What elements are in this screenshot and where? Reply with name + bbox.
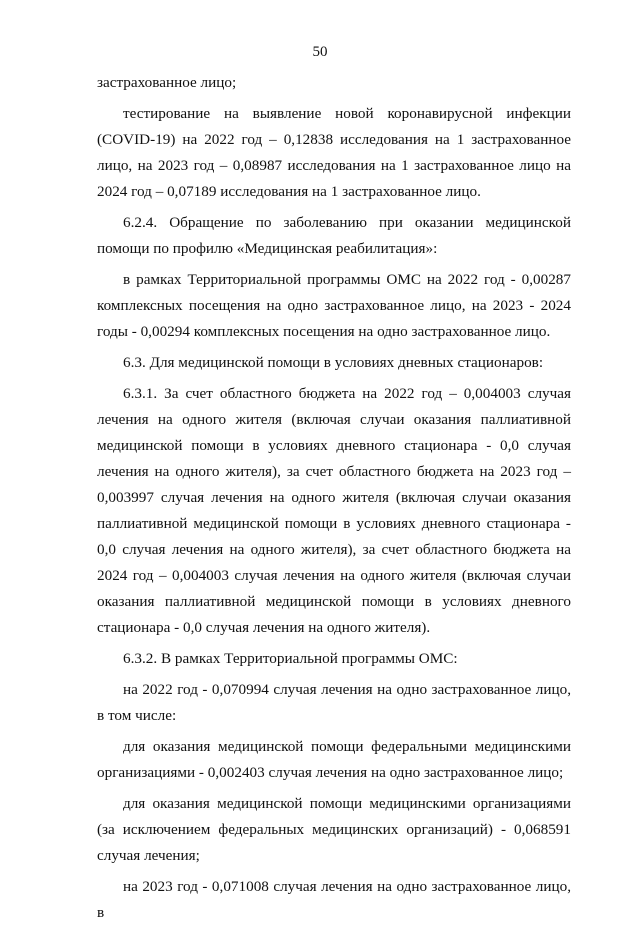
document-body	[97, 70, 571, 926]
paragraph-6: 6.3.1. За счет областного бюджета на 2022 год – 0,004003 случая лечения на одного жителя (включая случаи оказания паллиативной медицинской помощи в условиях дневного стационара - 0,0 случая лечения на одного жителя), за счет областного бюджета на 2023 год – 0,003997 случая лечения на одного жителя (включая случаи оказания паллиативной медицинской помощи в условиях дневного стационара - 0,0 случая лечения на одного жителя), за счет областного бюджета на 2024 год – 0,004003 случая лечения на одного жителя (включая случаи оказания паллиативной медицинской помощи в условиях дневного стационара - 0,0 случая лечения на одного жителя).	[97, 385, 571, 636]
paragraph-8: на 2022 год - 0,070994 случая лечения на одно застрахованное лицо, в том числе:	[97, 681, 571, 724]
page-number: 50	[312, 44, 328, 60]
paragraph-5: 6.3. Для медицинской помощи в условиях дневных стационаров:	[123, 354, 544, 371]
paragraph-7: 6.3.2. В рамках Территориальной программы ОМС:	[123, 650, 458, 667]
paragraph-4: в рамках Территориальной программы ОМС на 2022 год - 0,00287 комплексных посещения на одно застрахованное лицо, на 2023 - 2024 годы - 0,00294 комплексных посещения на одно застрахованное лицо.	[97, 271, 571, 340]
paragraph-9: для оказания медицинской помощи федеральными медицинскими организациями - 0,002403 случая лечения на одно застрахованное лицо;	[97, 738, 571, 781]
paragraph-10: для оказания медицинской помощи медицинскими организациями (за исключением федеральных медицинских организаций) - 0,068591 случая лечения;	[97, 795, 571, 864]
paragraph-1: застрахованное лицо;	[97, 74, 237, 91]
paragraph-2: тестирование на выявление новой коронавирусной инфекции (COVID-19) на 2022 год – 0,12838 исследования на 1 застрахованное лицо, на 2023 год – 0,08987 исследования на 1 застрахованное лицо на 2024 год – 0,07189 исследования на 1 застрахованное лицо.	[97, 105, 571, 200]
paragraph-11: на 2023 год - 0,071008 случая лечения на одно застрахованное лицо, в	[97, 878, 571, 921]
paragraph-3: 6.2.4. Обращение по заболеванию при оказании медицинской помощи по профилю «Медицинская реабилитация»:	[97, 214, 571, 257]
